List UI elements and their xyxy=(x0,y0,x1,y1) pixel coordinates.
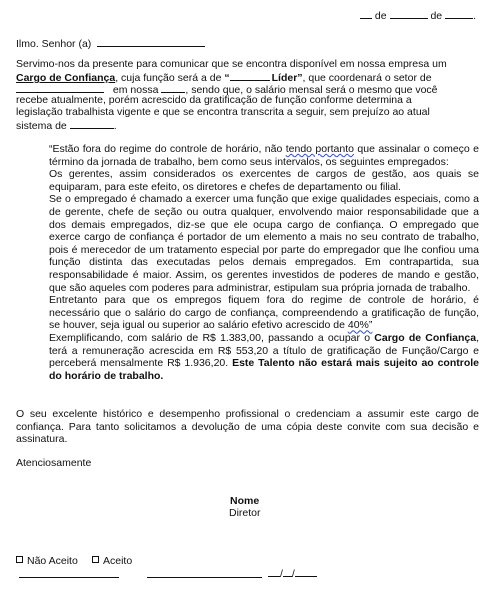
intro-line-1 xyxy=(16,58,447,71)
legislation-quote xyxy=(49,143,479,382)
quote-paragraph-4 xyxy=(49,294,479,332)
recipient-signature-line[interactable] xyxy=(147,577,262,578)
accept-checkbox[interactable] xyxy=(92,556,99,563)
response-date-line[interactable]: / / xyxy=(268,566,317,581)
intro-text-5: , sendo que, o salário mensal será o mesmo que você xyxy=(185,84,438,96)
date-de-1: de xyxy=(374,10,387,22)
intro-text-7: legislação trabalhista vigente e que se encontra transcrita a seguir, sem prejuízo ao atual xyxy=(16,106,430,118)
intro-text-2: , cuja função será a de xyxy=(115,72,222,84)
sector-blank[interactable] xyxy=(16,82,104,93)
salutation-text: Ilmo. Senhor (a) xyxy=(16,38,92,50)
quote-p5-cargo: Cargo de Confiança xyxy=(374,331,477,344)
intro-line-5 xyxy=(16,106,430,119)
signer-title: Diretor xyxy=(229,507,261,519)
decline-option[interactable] xyxy=(16,555,78,568)
intro-text-6: recebe atualmente, porém acrescido da gratificação de função conforme determina a xyxy=(16,94,412,106)
system-blank[interactable] xyxy=(70,118,114,129)
intro-line-4 xyxy=(16,94,412,107)
quote-p1-b: que assinalar o começo e término da jornada de trabalho, bem como seus intervalos, os seguintes empregados: xyxy=(49,143,480,168)
intro-text-8: sistema de xyxy=(16,120,67,132)
quote-p1-flagged: tendo portanto xyxy=(285,143,354,155)
quote-p5-a: Exemplificando, com salário de R$ 1.383,00, passando a ocupar o xyxy=(49,331,371,344)
day-blank[interactable] xyxy=(360,8,372,19)
quote-paragraph-2: Os gerentes, assim considerados os exercentes de cargos de gestão, aos quais se equiparam, para este efeito, os diretores e chefes de departamento ou filial. xyxy=(49,168,479,193)
function-blank[interactable] xyxy=(230,70,270,81)
intro-period: . xyxy=(113,120,117,132)
intro-line-6 xyxy=(16,118,117,133)
cargo-confianca-label: Cargo de Confiança xyxy=(16,72,116,84)
lider-label: Líder xyxy=(271,72,298,84)
response-day-blank[interactable] xyxy=(268,566,280,577)
response-year-blank[interactable] xyxy=(295,566,317,577)
quote-paragraph-1 xyxy=(49,143,479,168)
accept-option[interactable] xyxy=(92,555,132,568)
year-blank[interactable] xyxy=(445,8,473,19)
intro-text-3: , que coordenará o setor de xyxy=(302,72,432,84)
quote-paragraph-5 xyxy=(49,332,479,382)
salutation xyxy=(16,36,205,51)
quote-p4-a: Entretanto para que os empregos fiquem fora do regime de controle de horário, é necessário que o salário do cargo de confiança, compreendendo a gratificação de função, se houver, seja igual ou superior ao salário efetivo acrescido de xyxy=(49,294,479,332)
month-blank[interactable] xyxy=(390,8,428,19)
regards: Atenciosamente xyxy=(16,457,92,469)
option-signature-line[interactable] xyxy=(19,577,119,578)
quote-paragraph-3: Se o empregado é chamado a exercer uma função que exige qualidades especiais, como a de gerente, chefe de seção ou outra qualquer, envolvendo maior responsabilidade que a dos demais empregados, diz-se que ele ocupa cargo de confiança. O empregado que exerce cargo de confiança é portador de um elemento a mais no seu contrato de trabalho, pois é merecedor de um tratamento especial por parte do empregador que lhe confiou uma função distinta das executadas pelos demais empregados. Em contrapartida, sua responsabilidade é maior. Assim, os gerentes investidos de poderes de mando e gestão, que são aqueles com poderes para administrar, estipulam sua própria jornada de trabalho. xyxy=(49,193,479,294)
decline-label: Não Aceito xyxy=(27,555,78,567)
signer-name: Nome xyxy=(230,495,260,507)
intro-line-2: Cargo de Confiança, cuja função será a de “ Líder”, que coordenará o setor de xyxy=(16,72,432,84)
decline-checkbox[interactable] xyxy=(16,556,23,563)
accept-label: Aceito xyxy=(103,555,133,567)
quote-p4-flagged: 40%” xyxy=(347,319,373,332)
response-month-blank[interactable] xyxy=(283,566,292,577)
quote-p5-b: , terá a remuneração acrescida em R$ 553,20 a título de gratificação de Função/Cargo e perceberá mensalmente R$ 1.936,20. xyxy=(49,331,479,370)
date-line: de de . xyxy=(360,8,476,23)
quote-p5-c: Este Talento não estará mais sujeito ao controle do horário de trabalho. xyxy=(49,357,480,382)
company-blank[interactable] xyxy=(161,82,185,93)
closing-paragraph: O seu excelente histórico e desempenho profissional o credenciam a assumir este cargo de confiança. Para tanto solicitamos a devolução de uma cópia deste convite com sua decisão e assinatura. xyxy=(16,408,479,446)
date-de-2: de xyxy=(430,10,443,22)
recipient-name-blank[interactable] xyxy=(97,36,205,47)
intro-text-4: em nossa xyxy=(112,84,159,96)
quote-p1-a: “Estão fora do regime do controle de horário, não xyxy=(49,143,283,155)
intro-text-1: Servimo-nos da presente para comunicar que se encontra disponível em nossa empresa um xyxy=(16,58,447,70)
